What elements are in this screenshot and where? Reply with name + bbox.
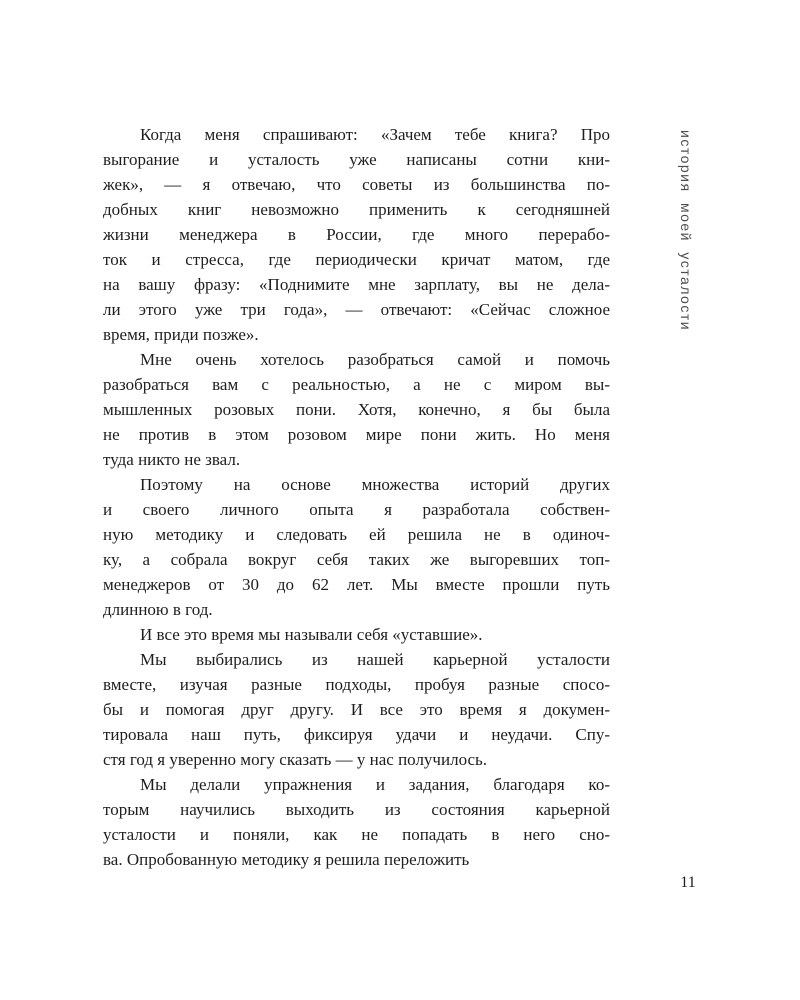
text-line: ку, а собрала вокруг себя таких же выгоревших топ-: [103, 550, 610, 569]
text-line: Мне очень хотелось разобраться самой и помочь: [140, 350, 610, 369]
paragraph: [103, 622, 610, 647]
text-line: Поэтому на основе множества историй других: [140, 475, 610, 494]
text-line: время, приди позже».: [103, 325, 259, 344]
paragraph: [103, 772, 610, 872]
text-line: выгорание и усталость уже написаны сотни кни-: [103, 150, 610, 169]
text-line: добных книг невозможно применить к сегодняшней: [103, 200, 610, 219]
text-line: бы и помогая друг другу. И все это время я докумен-: [103, 700, 610, 719]
paragraph: [103, 472, 610, 622]
paragraph: [103, 647, 610, 772]
body-text: [103, 122, 610, 872]
text-line: на вашу фразу: «Поднимите мне зарплату, вы не дела-: [103, 275, 610, 294]
text-line: вместе, изучая разные подходы, пробуя разные спосо-: [103, 675, 610, 694]
text-line: ток и стресса, где периодически кричат матом, где: [103, 250, 610, 269]
text-line: менеджеров от 30 до 62 лет. Мы вместе прошли путь: [103, 575, 610, 594]
text-line: тировала наш путь, фиксируя удачи и неудачи. Спу-: [103, 725, 610, 744]
text-line: Мы выбирались из нашей карьерной усталости: [140, 650, 610, 669]
text-line: ли этого уже три года», — отвечают: «Сейчас сложное: [103, 300, 610, 319]
text-line: и своего личного опыта я разработала собствен-: [103, 500, 610, 519]
text-line: Мы делали упражнения и задания, благодаря ко-: [140, 775, 610, 794]
text-line: туда никто не звал.: [103, 450, 241, 469]
page-number: 11: [680, 874, 696, 891]
text-line: жек», — я отвечаю, что советы из большинства по-: [103, 175, 610, 194]
text-line: усталости и поняли, как не попадать в него сно-: [103, 825, 610, 844]
text-line: ва. Опробованную методику я решила переложить: [103, 850, 470, 869]
running-head-vertical: история моей усталости: [678, 130, 694, 332]
text-line: мышленных розовых пони. Хотя, конечно, я бы была: [103, 400, 610, 419]
paragraph: [103, 122, 610, 347]
paragraph: [103, 347, 610, 472]
text-line: не против в этом розовом мире пони жить. Но меня: [103, 425, 610, 444]
text-line: ную методику и следовать ей решила не в одиноч-: [103, 525, 610, 544]
text-line: длинною в год.: [103, 600, 213, 619]
text-line: торым научились выходить из состояния карьерной: [103, 800, 610, 819]
text-line: И все это время мы называли себя «уставшие».: [140, 625, 483, 644]
text-line: Когда меня спрашивают: «Зачем тебе книга? Про: [140, 125, 610, 144]
text-line: жизни менеджера в России, где много перерабо-: [103, 225, 610, 244]
text-line: стя год я уверенно могу сказать — у нас получилось.: [103, 750, 488, 769]
text-line: разобраться вам с реальностью, а не с миром вы-: [103, 375, 610, 394]
